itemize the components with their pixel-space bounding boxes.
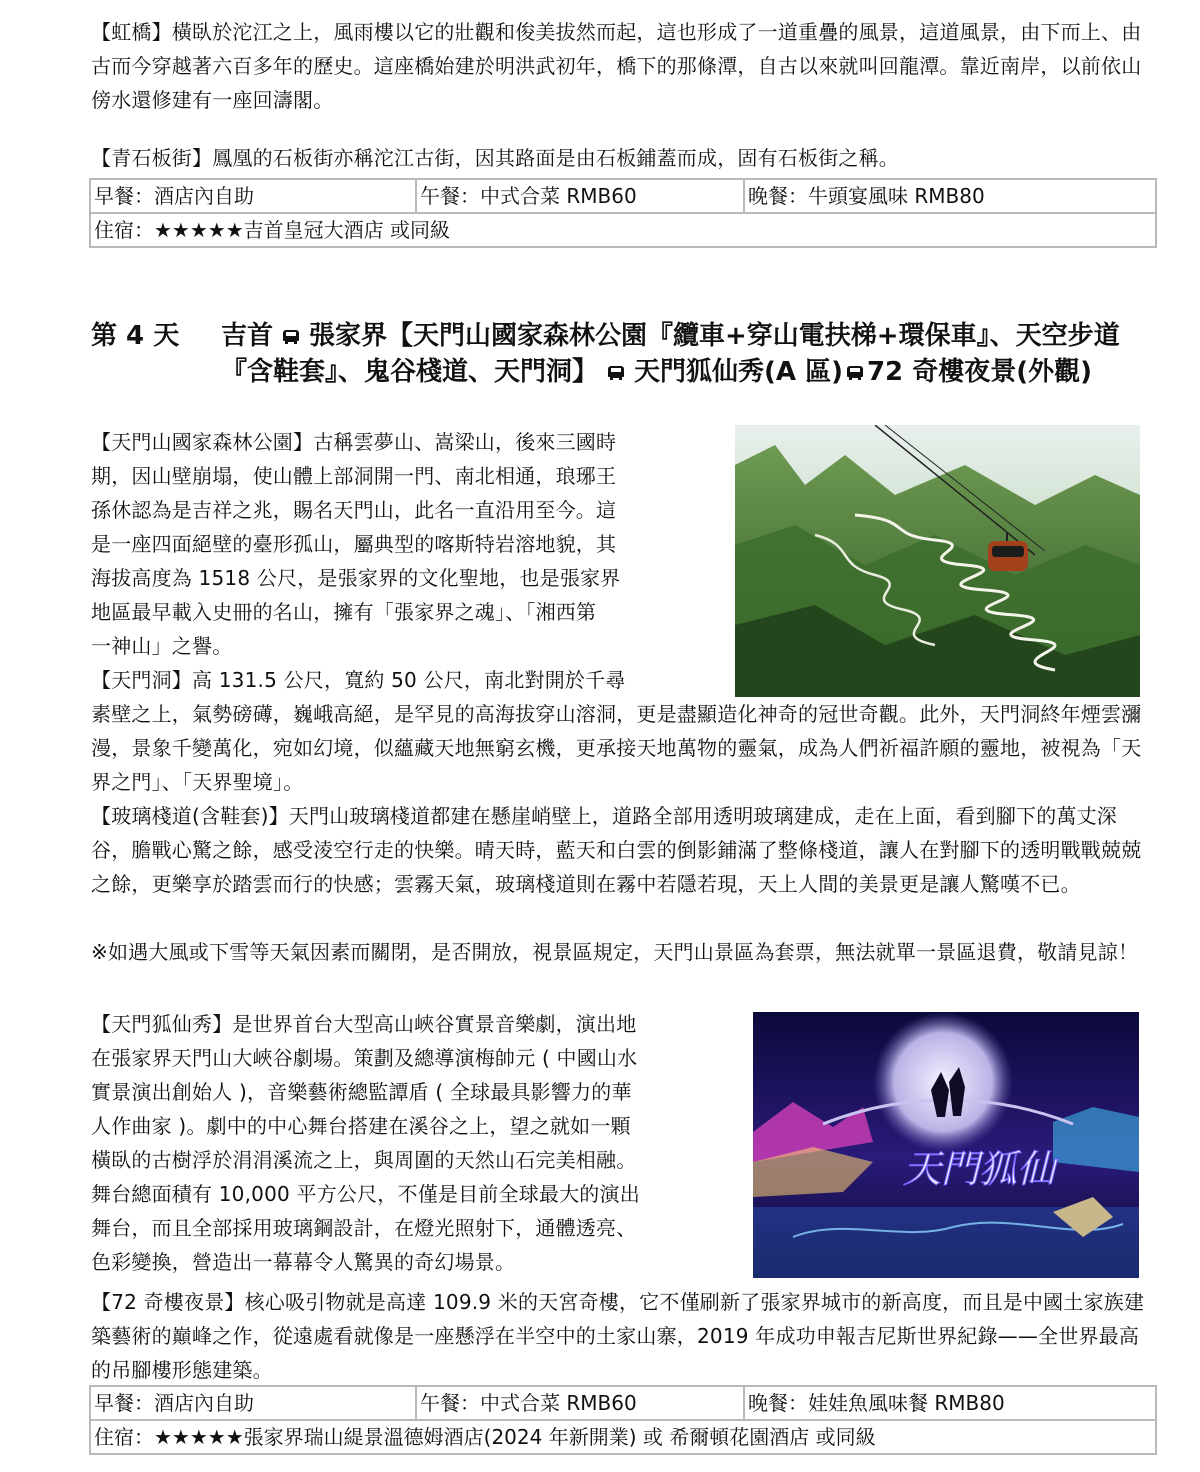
cable-car-photo bbox=[735, 425, 1140, 697]
fox-line: 舞台，而且全部採用玻璃鋼設計，在燈光照射下，通體透亮、 bbox=[91, 1216, 637, 1240]
fox-line: 在張家界天門山大峽谷劇場。策劃及總導演梅帥元 ( 中國山水 bbox=[91, 1046, 638, 1070]
dinner-cell: 晚餐：娃娃魚風味餐 RMB80 bbox=[744, 1386, 1156, 1420]
hotel-cell: 住宿：★★★★★張家界瑞山緹景溫德姆酒店(2024 年新開業) 或 希爾頓花園酒店 或同級 bbox=[90, 1420, 1156, 1454]
day3-meal-table bbox=[89, 178, 1157, 248]
title-itinerary: 張家界【天門山國家森林公園『纜車+穿山電扶梯+環保車』、天空步道『含鞋套』、鬼谷棧道、天門洞】 bbox=[221, 321, 1120, 387]
fox-show-logo-text: 天門狐仙 bbox=[903, 1147, 1056, 1191]
glass-walkway-paragraph: 【玻璃棧道(含鞋套)】天門山玻璃棧道都建在懸崖峭壁上，道路全部用透明玻璃建成，走在上面，看到腳下的萬丈深谷，膽戰心驚之餘，感受淩空行走的快樂。晴天時，藍天和白雲的倒影鋪滿了整條棧道，讓人在對腳下的透明戰戰兢兢之餘，更樂享於踏雲而行的快感；雲霧天氣，玻璃棧道則在霧中若隱若現，天上人間的美景更是讓人驚嘆不已。 bbox=[91, 804, 1142, 896]
title-fox-show: 天門狐仙秀(A 區) bbox=[634, 357, 843, 387]
day-label: 第 4 天 bbox=[91, 321, 180, 351]
title-night-view: 72 奇樓夜景(外觀) bbox=[866, 357, 1092, 387]
bluestone-street-paragraph: 【青石板街】鳳凰的石板街亦稱沱江古街，因其路面是由石板鋪蓋而成，固有石板街之稱。 bbox=[91, 146, 899, 170]
fox-line: 橫臥的古樹浮於涓涓溪流之上，與周圍的天然山石完美相融。 bbox=[91, 1148, 637, 1172]
bus-icon bbox=[608, 366, 624, 380]
breakfast-cell: 早餐：酒店內自助 bbox=[90, 179, 416, 213]
fox-line: 實景演出創始人 )，音樂藝術總監譚盾 ( 全球最具影響力的華 bbox=[91, 1080, 632, 1104]
intro-line: 一神山」之譽。 bbox=[91, 634, 233, 658]
fox-show-photo bbox=[753, 1012, 1139, 1278]
rainbow-bridge-paragraph: 【虹橋】橫臥於沱江之上，風雨樓以它的壯觀和俊美拔然而起，這也形成了一道重疊的風景，這道風景，由下而上、由古而今穿越著六百多年的歷史。這座橋始建於明洪武初年，橋下的那條潭，自古以來就叫回龍潭。靠近南岸，以前依山傍水還修建有一座回濤閣。 bbox=[91, 20, 1142, 112]
intro-line: 【天門山國家森林公園】古稱雲夢山、嵩梁山，後來三國時 bbox=[91, 430, 617, 454]
day4-meal-table bbox=[89, 1385, 1157, 1455]
lunch-cell: 午餐：中式合菜 RMB60 bbox=[416, 1386, 744, 1420]
night-view-paragraph: 【72 奇樓夜景】核心吸引物就是高達 109.9 米的天宮奇樓，它不僅刷新了張家界城市的新高度，而且是中國土家族建築藝術的巔峰之作，從遠處看就像是一座懸浮在半空中的土家山寨，2019 年成功申報吉尼斯世界紀錄——全世界最高的吊腳樓形態建築。 bbox=[91, 1290, 1145, 1382]
weather-note: ※如遇大風或下雪等天氣因素而關閉，是否開放，視景區規定，天門山景區為套票，無法就單一景區退費，敬請見諒！ bbox=[91, 940, 1139, 964]
intro-line: 是一座四面絕壁的臺形孤山，屬典型的喀斯特岩溶地貌，其 bbox=[91, 532, 617, 556]
fox-line: 【天門狐仙秀】是世界首台大型高山峽谷實景音樂劇，演出地 bbox=[91, 1012, 637, 1036]
fox-line: 色彩變換，營造出一幕幕令人驚異的奇幻場景。 bbox=[91, 1250, 516, 1274]
bus-icon bbox=[847, 366, 863, 380]
lunch-cell: 午餐：中式合菜 RMB60 bbox=[416, 179, 744, 213]
title-origin: 吉首 bbox=[221, 321, 274, 351]
intro-line: 期，因山壁崩塌，使山體上部洞開一門、南北相通，琅琊王 bbox=[91, 464, 617, 488]
hotel-cell: 住宿：★★★★★吉首皇冠大酒店 或同級 bbox=[90, 213, 1156, 247]
fox-line: 舞台總面積有 10,000 平方公尺，不僅是目前全球最大的演出 bbox=[91, 1182, 640, 1206]
intro-line: 地區最早載入史冊的名山，擁有「張家界之魂」、「湘西第 bbox=[91, 600, 597, 624]
day-title bbox=[221, 318, 1146, 390]
fox-line: 人作曲家 )。劇中的中心舞台搭建在溪谷之上，望之就如一顆 bbox=[91, 1114, 631, 1138]
tianmen-cave-paragraph: 素壁之上，氣勢磅礡，巍峨高絕，是罕見的高海拔穿山溶洞，更是盡顯造化神奇的冠世奇觀。此外，天門洞終年煙雲瀰漫，景象千變萬化，宛如幻境，似蘊藏天地無窮玄機，更承接天地萬物的靈氣，成為人們祈福許願的靈地，被視為「天界之門」、「天界聖境」。 bbox=[91, 702, 1142, 794]
intro-line: 海拔高度為 1518 公尺，是張家界的文化聖地，也是張家界 bbox=[91, 566, 621, 590]
breakfast-cell: 早餐：酒店內自助 bbox=[90, 1386, 416, 1420]
bus-icon bbox=[283, 330, 299, 344]
dinner-cell: 晚餐：牛頭宴風味 RMB80 bbox=[744, 179, 1156, 213]
intro-line: 【天門洞】高 131.5 公尺，寬約 50 公尺，南北對開於千尋 bbox=[91, 668, 626, 692]
intro-line: 孫休認為是吉祥之兆，賜名天門山，此名一直沿用至今。這 bbox=[91, 498, 617, 522]
